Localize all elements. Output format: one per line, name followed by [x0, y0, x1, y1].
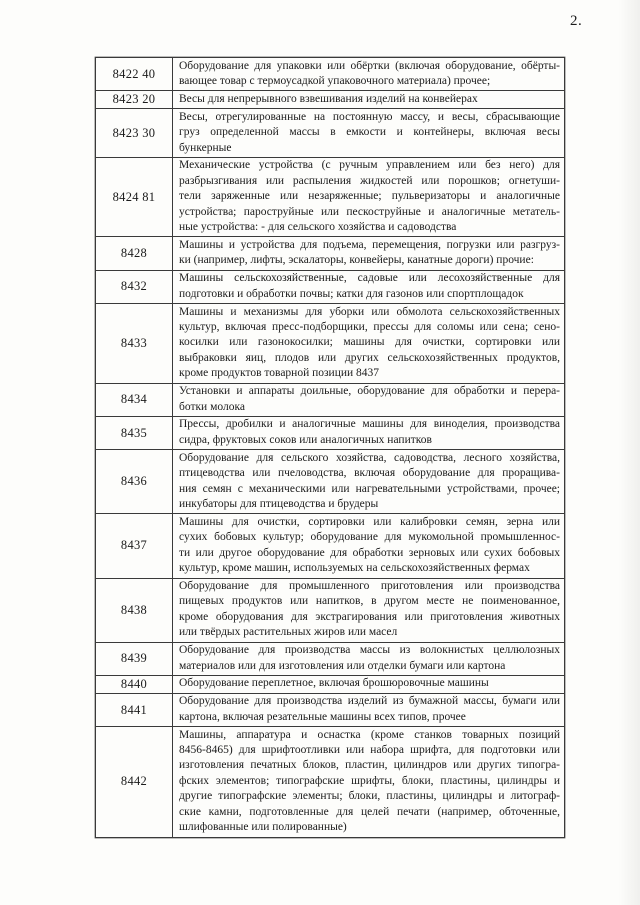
code-cell: 8441 — [96, 694, 173, 726]
description-line: Весы для непрерывного взвешивания изделий на конвейерах — [179, 92, 478, 105]
description-cell — [173, 109, 564, 157]
description-line: Механические устройства (с ручным управлением или без него) для — [179, 159, 560, 172]
code-cell: 8423 30 — [96, 109, 173, 157]
description-line: тели заряженные или незаряженные; пульверизаторы и аналогичные — [179, 190, 560, 203]
description-cell — [173, 514, 564, 577]
code-cell: 8436 — [96, 450, 173, 513]
description-line: картона, включая резательные машины всех типов, прочее — [179, 710, 466, 723]
page-number: 2. — [570, 13, 583, 29]
table-row — [96, 304, 564, 384]
description-line: выбраковки яиц, плодов или других сельскохозяйственных продуктов, — [179, 351, 560, 364]
code-cell: 8439 — [96, 643, 173, 675]
description-line: вающее товар с термоусадкой упаковочного материала) прочее; — [179, 74, 491, 87]
description-line: груз определенной массы в емкости и контейнеры, включая весы — [179, 126, 560, 139]
description-cell — [173, 58, 564, 90]
description-line: ки (например, лифты, эскалаторы, конвейеры, канатные дороги) прочие: — [179, 254, 534, 267]
table-row — [96, 58, 564, 91]
description-line: кроме оборудования для экстрагирования или приготовления животных — [179, 610, 560, 623]
description-line: ские камни, подготовленные для целей печати (например, обточенные, — [179, 805, 560, 818]
description-line: устройства; пароструйные или пескоструйные и аналогичные метатель- — [179, 205, 560, 218]
description-line: Установки и аппараты доильные, оборудование для обработки и перера- — [179, 385, 560, 398]
description-line: кроме продуктов товарной позиции 8437 — [179, 367, 380, 380]
description-line: пищевых продуктов или напитков, в другом месте не поименованное, — [179, 595, 560, 608]
description-cell — [173, 727, 564, 836]
description-line: шлифованные или полированные) — [179, 821, 347, 834]
description-cell — [173, 450, 564, 513]
code-cell: 8428 — [96, 237, 173, 269]
description-line: или твёрдых растительных жиров или масел — [179, 626, 398, 639]
description-cell — [173, 676, 564, 693]
description-line: Машины и устройства для подъема, перемещения, погрузки или разгруз- — [179, 238, 560, 251]
description-line: Оборудование переплетное, включая брошюровочные машины — [179, 677, 489, 690]
tariff-codes-table — [95, 57, 565, 838]
description-cell — [173, 237, 564, 269]
description-line: Машины и механизмы для уборки или обмолота сельскохозяйственных — [179, 305, 560, 318]
description-cell — [173, 271, 564, 303]
table-row — [96, 271, 564, 304]
description-line: сидра, фруктовых соков или аналогичных напитков — [179, 433, 432, 446]
description-line: Оборудование для производства массы из волокнистых целлюлозных — [179, 644, 560, 657]
description-line: ти или другое оборудование для обработки зерновых или сухих бобовых — [179, 546, 560, 559]
description-line: фских элементов; типографские шрифты, блоки, пластины, цилиндры и — [179, 774, 560, 787]
description-cell — [173, 158, 564, 237]
description-line: ботки молока — [179, 400, 245, 413]
description-line: ния семян с механическими или нагревательными устройствами, прочее; — [179, 482, 560, 495]
code-cell: 8442 — [96, 727, 173, 836]
description-line: материалов или для изготовления или отделки бумаги или картона — [179, 659, 506, 672]
description-line: Оборудование для производства изделий из бумажной массы, бумаги или — [179, 695, 560, 708]
description-line: ные устройства: - для сельского хозяйства и садоводства — [179, 221, 457, 234]
code-cell: 8434 — [96, 384, 173, 416]
description-line: разбрызгивания или распыления жидкостей или порошков; огнетуши- — [179, 174, 560, 187]
description-line: сухих бобовых культур; оборудование для мукомольной промышленнос- — [179, 531, 560, 544]
description-cell — [173, 384, 564, 416]
table-row — [96, 514, 564, 578]
description-line: косилки или газонокосилки; машины для очистки, сортировки или — [179, 336, 560, 349]
description-line: Оборудование для промышленного приготовления или производства — [179, 580, 560, 592]
table-row — [96, 694, 564, 727]
description-line: Оборудование для упаковки или обёртки (включая оборудование, обёрты- — [179, 59, 560, 72]
description-line: Машины сельскохозяйственные, садовые или лесохозяйственные для — [179, 272, 560, 285]
description-cell — [173, 417, 564, 449]
table-row — [96, 384, 564, 417]
table-row — [96, 643, 564, 676]
description-line: Весы, отрегулированные на постоянную массу, и весы, сбрасывающие — [179, 110, 560, 123]
description-cell — [173, 694, 564, 726]
description-line: Прессы, дробилки и аналогичные машины для виноделия, производства — [179, 418, 560, 431]
description-line: другие типографские элементы; блоки, пластины, цилиндры и литограф- — [179, 790, 560, 803]
description-line: подготовки и обработки почвы; катки для газонов или спортплощадок — [179, 287, 524, 300]
table-row — [96, 727, 564, 836]
description-line: бункерные — [179, 141, 232, 154]
code-cell: 8438 — [96, 579, 173, 642]
table-row — [96, 237, 564, 270]
scan-edge-shadow — [618, 0, 640, 905]
description-line: изготовления печатных блоков, пластин, цилиндров или других типогра- — [179, 759, 560, 772]
description-line: 8456-8465) для шрифтоотливки или набора шрифта, для подготовки или — [179, 744, 560, 757]
table-row — [96, 109, 564, 158]
table-row — [96, 91, 564, 109]
code-cell: 8440 — [96, 676, 173, 693]
description-cell — [173, 643, 564, 675]
table-row — [96, 417, 564, 450]
description-line: Машины, аппаратура и оснастка (кроме станков товарных позиций — [179, 728, 560, 741]
description-cell — [173, 304, 564, 383]
description-line: Машины для очистки, сортировки или калибровки семян, зерна или — [179, 515, 560, 528]
code-cell: 8424 81 — [96, 158, 173, 237]
code-cell: 8432 — [96, 271, 173, 303]
table-row — [96, 158, 564, 238]
table-row — [96, 676, 564, 694]
description-line: Оборудование для сельского хозяйства, садоводства, лесного хозяйства, — [179, 451, 560, 464]
description-line: птицеводства или пчеловодства, включая оборудование для проращива- — [179, 467, 560, 480]
description-line: культур, включая пресс-подборщики, прессы для соломы или сена; сено- — [179, 321, 560, 333]
code-cell: 8422 40 — [96, 58, 173, 90]
code-cell: 8423 20 — [96, 91, 173, 108]
description-line: инкубаторы для птицеводства и брудеры — [179, 497, 379, 510]
description-cell — [173, 91, 564, 108]
description-cell — [173, 579, 564, 642]
code-cell: 8435 — [96, 417, 173, 449]
description-line: культур, кроме машин, используемых на сельскохозяйственных фермах — [179, 562, 530, 575]
table-row — [96, 450, 564, 514]
table-row — [96, 579, 564, 643]
code-cell: 8433 — [96, 304, 173, 383]
code-cell: 8437 — [96, 514, 173, 577]
